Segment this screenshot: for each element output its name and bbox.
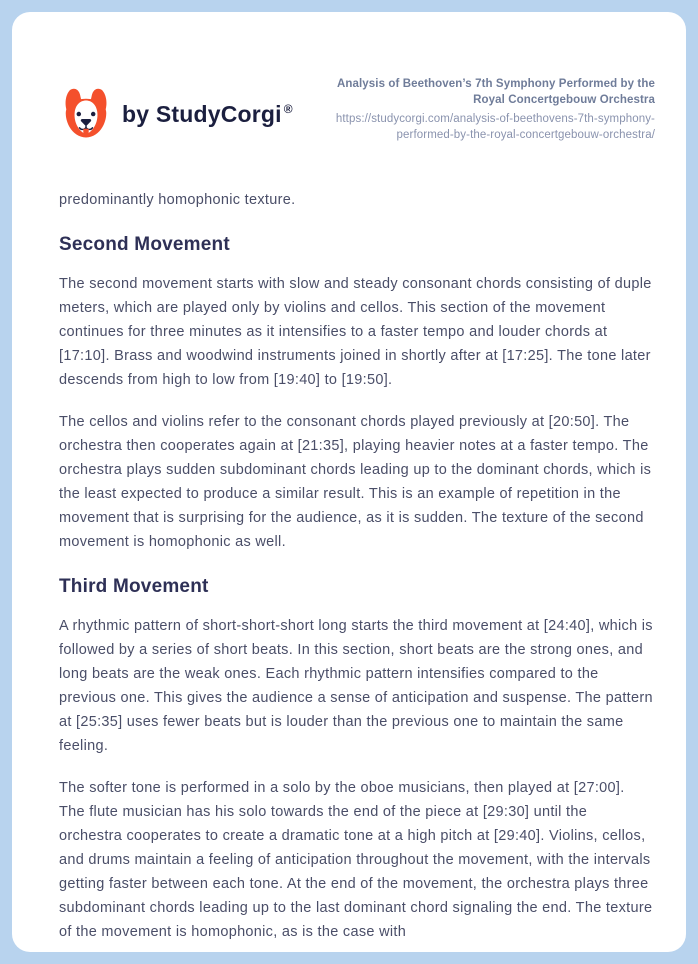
paragraph: The second movement starts with slow and steady consonant chords consisting of duple meters, which are played only by violins and cellos. This section of the movement continues for three minutes as it intensifies to a faster tempo and louder chords at [17:10]. Brass and woodwind instruments joined in shortly after at [17:25]. The tone later descends from high to low from [19:40] to [19:50]. xyxy=(59,276,652,388)
paragraph: The cellos and violins refer to the consonant chords played previously at [20:50]. The orchestra then cooperates again at [21:35], playing heavier notes at a faster tempo. The orchestra plays sudden subdominant chords leading up to the dominant chords, which is the least expected to produce a similar result. This is an example of repetition in the movement that is surprising for the audience, as it is sudden. The texture of the second movement is homophonic as well. xyxy=(59,414,652,550)
document-meta xyxy=(307,76,655,143)
heading-third-movement: Third Movement xyxy=(59,576,209,597)
article-content xyxy=(59,188,653,944)
document-card xyxy=(12,12,686,952)
document-title: Analysis of Beethoven’s 7th Symphony Performed by the Royal Concertgebouw Orchestra xyxy=(336,78,655,106)
brand-name xyxy=(122,101,293,128)
corgi-logo-icon xyxy=(59,86,113,143)
brand-name-text: by StudyCorgi xyxy=(122,101,282,127)
paragraph: A rhythmic pattern of short-short-short long starts the third movement at [24:40], which is followed by a series of short beats. In this section, short beats are the strong ones, and long beats are the weak ones. Each rhythmic pattern intensifies compared to the previous one. This gives the audience a sense of anticipation and suspense. The pattern at [25:35] uses fewer beats but is louder than the previous one to maintain the same feeling. xyxy=(59,618,653,754)
heading-second-movement: Second Movement xyxy=(59,234,230,255)
registered-trademark: ® xyxy=(283,102,293,116)
studycorgi-brand-link[interactable] xyxy=(59,86,293,143)
paragraph-fragment: predominantly homophonic texture. xyxy=(59,192,296,208)
document-url-link[interactable]: https://studycorgi.com/analysis-of-beethovens-7th-symphony-performed-by-the-royal-concertgebouw-orchestra/ xyxy=(335,113,655,141)
document-header xyxy=(59,74,655,143)
paragraph: The softer tone is performed in a solo by the oboe musicians, then played at [27:00]. The flute musician has his solo towards the end of the piece at [29:30] until the orchestra cooperates to create a dramatic tone at a high pitch at [29:40]. Violins, cellos, and drums maintain a feeling of anticipation throughout the movement, with the intervals getting faster between each tone. At the end of the movement, the orchestra plays three subdominant chords leading up to the last dominant chord signaling the end. The texture of the movement is homophonic, as is the case with xyxy=(59,780,653,940)
